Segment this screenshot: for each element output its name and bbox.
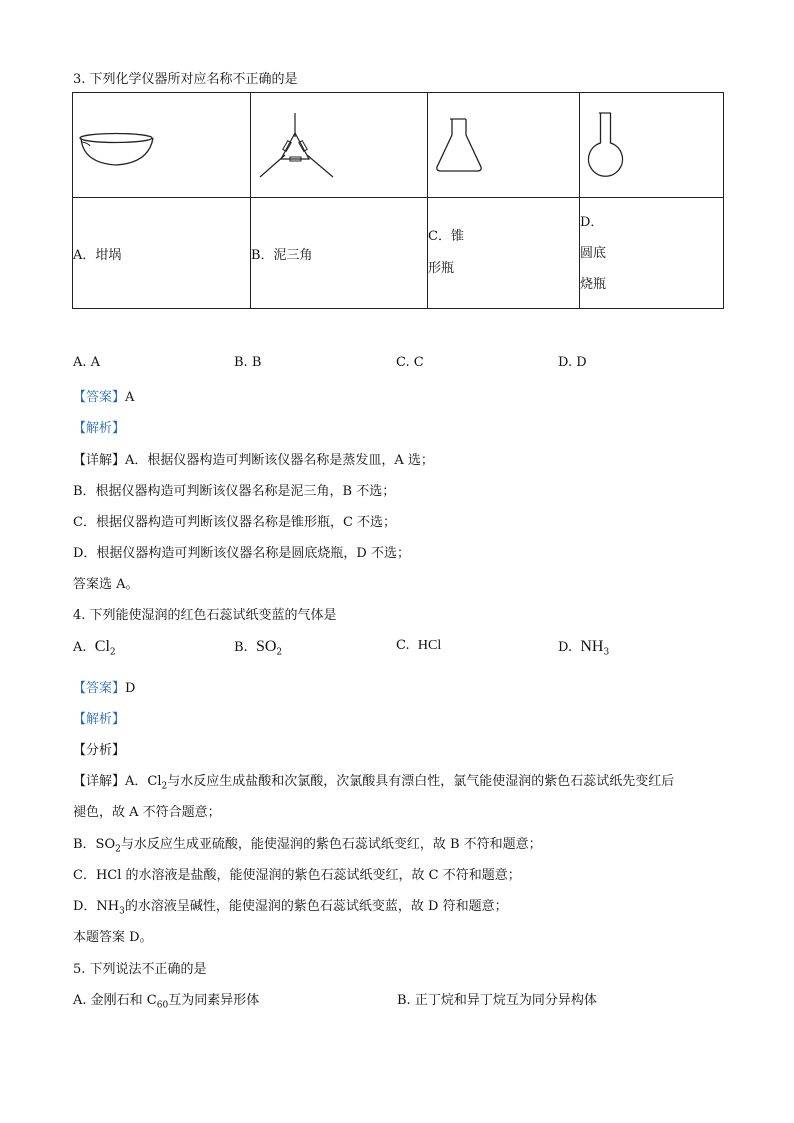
formula-sub: 3 bbox=[119, 906, 125, 917]
label-cell-b bbox=[251, 198, 428, 309]
answer-value: A bbox=[125, 390, 135, 405]
label-d-line1: D． bbox=[580, 214, 604, 230]
option-letter: D. bbox=[558, 640, 573, 655]
q3-conclusion: 答案选 A。 bbox=[73, 577, 139, 592]
answer-tag: 【答案】 bbox=[73, 681, 126, 696]
q3-answer bbox=[73, 386, 134, 405]
label-c-line2: 形瓶 bbox=[428, 261, 455, 276]
detail-text: 与水反应生成亚硫酸，能使湿润的紫色石蕊试纸变红，故 B 不符和题意； bbox=[120, 837, 542, 852]
round-bottom-flask-icon bbox=[580, 93, 722, 193]
instrument-table bbox=[72, 92, 724, 309]
formula-base: Cl bbox=[94, 638, 110, 655]
clay-triangle-cell bbox=[251, 93, 428, 198]
q3-detail-line-3: C．根据仪器构造可判断该仪器名称是锥形瓶，C 不选； bbox=[73, 515, 397, 530]
q3-title: 3. 下列化学仪器所对应名称不正确的是 bbox=[73, 72, 298, 87]
detail-text: A．Cl bbox=[125, 774, 162, 789]
conical-flask-icon bbox=[428, 93, 578, 193]
q4-fenxi-tag: 【分析】 bbox=[73, 743, 126, 758]
detail-text: B．SO bbox=[73, 837, 116, 852]
q3-detail-line-1 bbox=[73, 449, 434, 468]
detail-text: D．NH bbox=[73, 899, 120, 914]
formula-sub: 2 bbox=[109, 647, 116, 658]
label-cell-a bbox=[73, 198, 251, 309]
detail-text: 与水反应生成盐酸和次氯酸，次氯酸具有漂白性，氯气能使湿润的紫色石蕊试纸先变红后 bbox=[167, 774, 675, 789]
evaporating-dish-cell bbox=[73, 93, 251, 198]
answer-value: D bbox=[125, 681, 136, 696]
q4-detail-line-d bbox=[73, 895, 508, 917]
q5-option-b: B. 正丁烷和异丁烷互为同分异构体 bbox=[397, 993, 597, 1008]
q5-title: 5. 下列说法不正确的是 bbox=[73, 962, 207, 977]
q3-detail-line-4: D．根据仪器构造可判断该仪器名称是圆底烧瓶，D 不选； bbox=[73, 546, 410, 561]
option-letter: A. bbox=[73, 640, 87, 655]
formula-sub: 3 bbox=[603, 647, 610, 658]
label-cell-d bbox=[580, 198, 724, 309]
detail-text: A．根据仪器构造可判断该仪器名称是蒸发皿，A 选； bbox=[125, 453, 434, 468]
q4-option-a bbox=[73, 638, 116, 658]
option-letter: B. bbox=[234, 640, 248, 655]
label-c-line1: C．锥 bbox=[428, 229, 464, 244]
q3-option-c: C. C bbox=[396, 355, 424, 370]
q5-option-a bbox=[73, 989, 259, 1011]
formula-sub: 2 bbox=[115, 844, 121, 855]
q3-detail-line-2: B．根据仪器构造可判断该仪器名称是泥三角，B 不选； bbox=[73, 484, 396, 499]
q4-detail-line-a2: 褪色，故 A 不符合题意； bbox=[73, 805, 221, 820]
q4-detail-line-c: C．HCl 的水溶液是盐酸，能使湿润的紫色石蕊试纸变红，故 C 不符和题意； bbox=[73, 868, 521, 883]
label-b: B．泥三角 bbox=[251, 247, 313, 263]
label-a: A．坩埚 bbox=[73, 247, 122, 263]
clay-triangle-icon bbox=[251, 93, 426, 193]
round-bottom-flask-cell bbox=[580, 93, 724, 198]
detail-text: 的水溶液呈碱性，能使湿润的紫色石蕊试纸变蓝，故 D 符和题意； bbox=[124, 899, 508, 914]
q4-option-b bbox=[234, 638, 282, 658]
label-d-line2: 圆底 bbox=[580, 245, 607, 261]
conical-flask-cell bbox=[428, 93, 580, 198]
label-cell-c bbox=[428, 198, 580, 309]
formula-base: SO bbox=[255, 638, 277, 655]
formula-sub: 2 bbox=[161, 781, 168, 792]
answer-tag: 【答案】 bbox=[73, 390, 126, 405]
q3-option-a: A. A bbox=[73, 355, 101, 370]
option-letter: C. bbox=[396, 638, 410, 653]
q4-conclusion: 本题答案 D。 bbox=[73, 930, 153, 945]
q4-option-c bbox=[396, 638, 441, 654]
formula-sub: 2 bbox=[276, 647, 283, 658]
option-text: 互为同素异形体 bbox=[168, 993, 260, 1008]
q4-option-d bbox=[558, 638, 609, 658]
q4-detail-line-b bbox=[73, 833, 542, 855]
formula-base: HCl bbox=[417, 638, 442, 653]
option-text: A. 金刚石和 C bbox=[73, 993, 157, 1008]
detail-tag: 【详解】 bbox=[73, 453, 126, 468]
q3-option-b: B. B bbox=[234, 355, 262, 370]
formula-base: NH bbox=[580, 638, 604, 655]
q4-detail-line-a bbox=[73, 770, 674, 792]
label-d-line3: 烧瓶 bbox=[580, 276, 607, 292]
q3-option-d: D. D bbox=[558, 355, 587, 370]
q4-analysis-tag: 【解析】 bbox=[73, 712, 126, 727]
evaporating-dish-icon bbox=[73, 93, 249, 193]
detail-tag: 【详解】 bbox=[73, 774, 126, 789]
q4-answer bbox=[73, 677, 135, 696]
q3-analysis-tag: 【解析】 bbox=[73, 421, 126, 436]
q4-title: 4. 下列能使湿润的红色石蕊试纸变蓝的气体是 bbox=[73, 608, 337, 623]
formula-sub: 60 bbox=[156, 1000, 169, 1011]
